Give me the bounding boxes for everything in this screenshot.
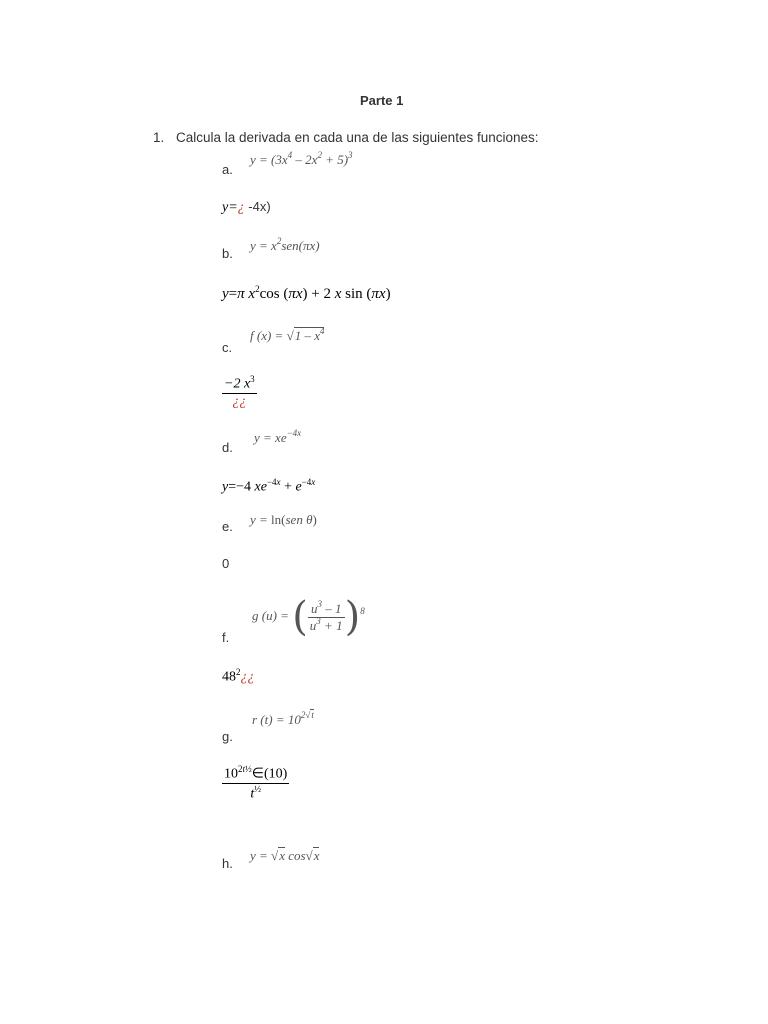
item-expression-f: g (u) = ( $\frac{u^3 - 1}{u^3 + 1}$ )$^8$ — [252, 594, 365, 640]
item-expression-a: $y = (3x^4 - 2x^2 + 5)^3$ — [250, 150, 353, 167]
item-label-a: a. — [222, 162, 233, 177]
item-answer-g: $\frac{10^{2t\frac{1}{2}}\in(10)}{t^{\frac{1}{2}}}$ — [224, 764, 288, 802]
item-answer-b: y=π $x^2\cos$ (πx) + 2 x sin (πx) — [222, 284, 391, 302]
item-expression-d: $y = xe^{-4x}$ — [254, 428, 302, 445]
item-label-f: f. — [222, 630, 230, 645]
item-label-h: h. — [222, 856, 233, 871]
item-label-g: g. — [222, 729, 233, 744]
item-label-c: c. — [222, 340, 233, 355]
item-answer-d: y=−4 $xe^{-4x} + e^{-4x}$ — [222, 477, 316, 495]
item-expression-b: $y = x^2sen(\pi x)$ — [250, 236, 320, 253]
item-expression-h: y = √x cos√x — [250, 848, 320, 863]
page-title: Parte 1 — [360, 93, 404, 108]
item-expression-g: r $(t) = 10^{2√t}$ — [252, 710, 314, 727]
question-text: Calcula la derivada en cada una de las siguientes funciones: — [176, 130, 539, 145]
item-label-d: d. — [222, 440, 233, 455]
item-answer-a: y=¿ -4x) — [222, 199, 271, 215]
item-answer-e: 0 — [222, 556, 230, 571]
item-answer-f: $48^2¿¿$ — [222, 667, 255, 685]
item-expression-e: y = ln(sen θ) — [250, 512, 317, 527]
item-answer-c: $\frac{-2 x^3}{¿¿}$ — [224, 374, 255, 409]
question-number: 1. — [153, 130, 165, 145]
item-label-b: b. — [222, 246, 233, 261]
item-label-e: e. — [222, 519, 233, 534]
item-expression-c: f $(x) = √1 - x^4$ — [250, 326, 325, 343]
